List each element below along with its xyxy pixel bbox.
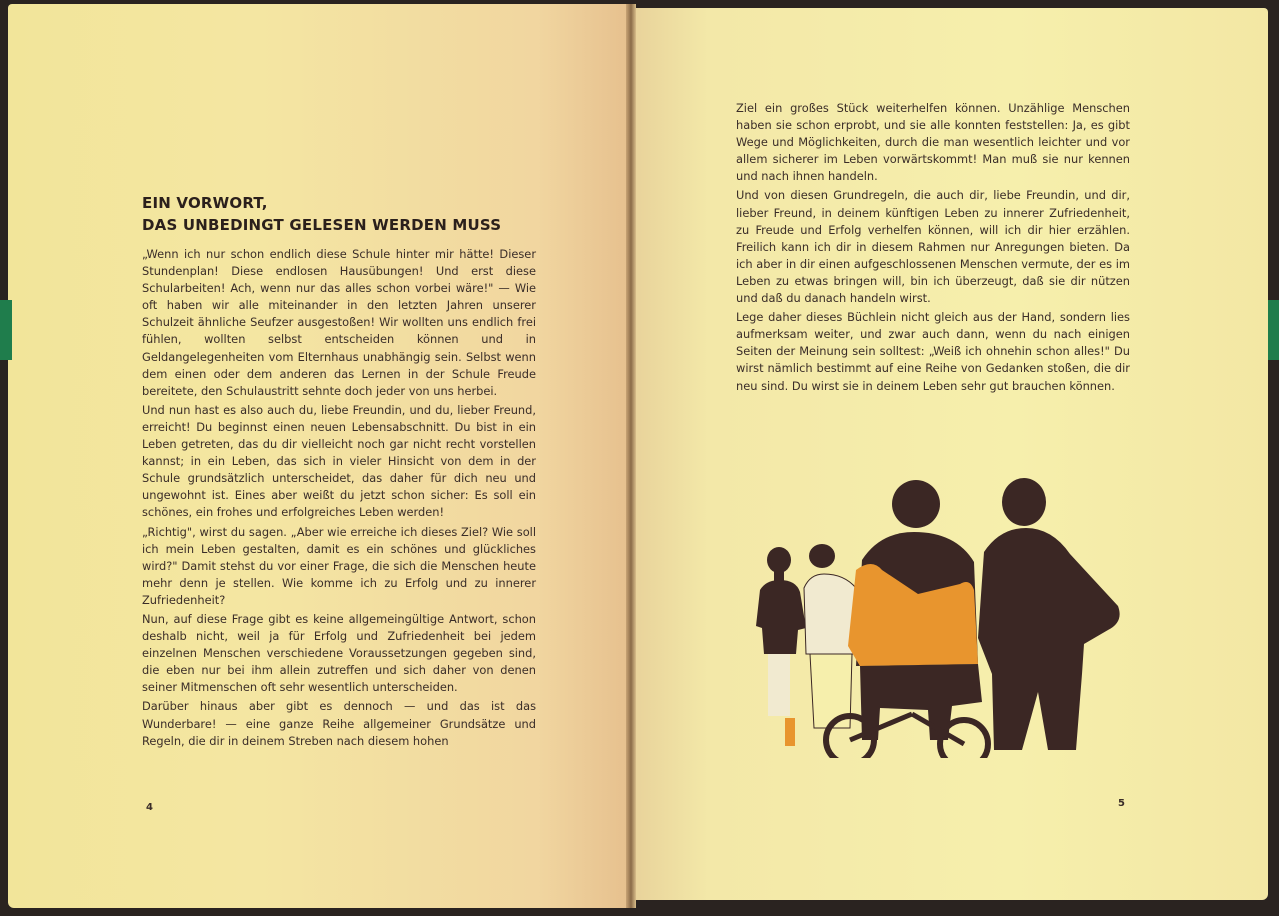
right-text-column (736, 100, 1130, 397)
paragraph: Lege daher dieses Büchlein nicht gleich aus der Hand, sondern lies aufmerksam weiter, und zwar auch dann, wenn du nach einigen Seiten der Meinung sein solltest: „Weiß ich ohnehin schon alles!" Du wirst nämlich bestimmt auf eine Reihe von Gedanken stoßen, die dir neu sind. Du wirst sie in deinem Leben sehr gut brauchen können. (736, 310, 1130, 393)
left-edge-strip (0, 300, 12, 360)
girl-figure (756, 547, 806, 746)
paragraph: Und nun hast es also auch du, liebe Freundin, und du, lieber Freund, erreicht! Du beginnst einen neuen Lebensabschnitt. Du bist in ein Leben getreten, das du dir vielleicht noch gar nicht recht vorstellen kannst; in ein Leben, das sich in vieler Hinsicht von dem in der Schule grundsätzlich unterscheidet, das daher für dich neu und ungewohnt ist. Eines aber weißt du jetzt schon sicher: Es soll ein schönes, ein frohes und erfolgreiches Leben werden! (142, 402, 536, 520)
page-number-right: 5 (1118, 798, 1125, 809)
page-number-left: 4 (146, 802, 153, 813)
paragraph: Darüber hinaus aber gibt es dennoch — und das ist das Wunderbare! — eine ganze Reihe allgemeiner Grundsätze und Regeln, die dir in deinem Streben nach diesem hohen (142, 699, 536, 748)
paragraph: Ziel ein großes Stück weiterhelfen können. Unzählige Menschen haben sie schon erprobt, und sie alle konnten feststellen: Ja, es gibt Wege und Möglichkeiten, durch die man wesentlich leichter und vor allem sicherer im Leben vorwärtskommt! Man muß sie nur kennen und nach ihnen handeln. (736, 101, 1130, 184)
paragraph: „Wenn ich nur schon endlich diese Schule hinter mir hätte! Dieser Stundenplan! Diese endlosen Hausübungen! Und erst diese Schularbeiten! Ach, wenn nur das alles schon vorbei wäre!" — Wie oft haben wir alle miteinander in den letzten Jahren unserer Schulzeit ähnliche Seufzer ausgestoßen! Wir wollten uns endlich frei fühlen, wollten selbst entscheiden können und in Geldangelegenheiten vom Elternhaus unabhängig sein. Selbst wenn dem einen oder dem anderen das Lernen in der Schule Freude bereitete, den Schulaustritt sehnte doch jeder von uns herbei. (142, 247, 536, 398)
left-text-column (142, 246, 536, 752)
paragraph: „Richtig", wirst du sagen. „Aber wie erreiche ich dieses Ziel? Wie soll ich mein Leben gestalten, damit es ein schönes und glückliches wird?" Damit stehst du vor einer Frage, die sich die Menschen heute mehr denn je stellen. Wie komme ich zu Erfolg und zu innerer Zufriedenheit? (142, 524, 536, 607)
chapter-heading (142, 192, 542, 236)
book-gutter (626, 4, 636, 908)
paragraph: Nun, auf diese Frage gibt es keine allgemeingültige Antwort, schon deshalb nicht, weil ja für Erfolg und Zufriedenheit bei jedem einzelnen Menschen verschiedene Voraussetzungen gegeben sind, die eben nur bei ihm allein zutreffen und sich daher von denen seiner Mitmenschen oft sehr wesentlich unterscheiden. (142, 611, 536, 695)
paragraph: Und von diesen Grundregeln, die auch dir, liebe Freundin, und dir, lieber Freund, in deinem künftigen Leben zu innerer Zufriedenheit, zu Freude und Erfolg verhelfen können, will ich dir hier erzählen. Freilich kann ich dir in diesem Rahmen nur Anregungen bieten. Da ich aber in dir einen aufgeschlossenen Menschen vermute, der es im Leben zu etwas bringen will, bin ich überzeugt, daß sie dir nützen und daß du danach handeln wirst. (736, 188, 1130, 306)
standing-man-figure (978, 478, 1120, 750)
heading-line: EIN VORWORT, (142, 194, 268, 212)
right-edge-strip (1268, 300, 1279, 360)
heading-line: DAS UNBEDINGT GELESEN WERDEN MUSS (142, 216, 502, 234)
young-people-with-bicycle-illustration (752, 478, 1122, 758)
